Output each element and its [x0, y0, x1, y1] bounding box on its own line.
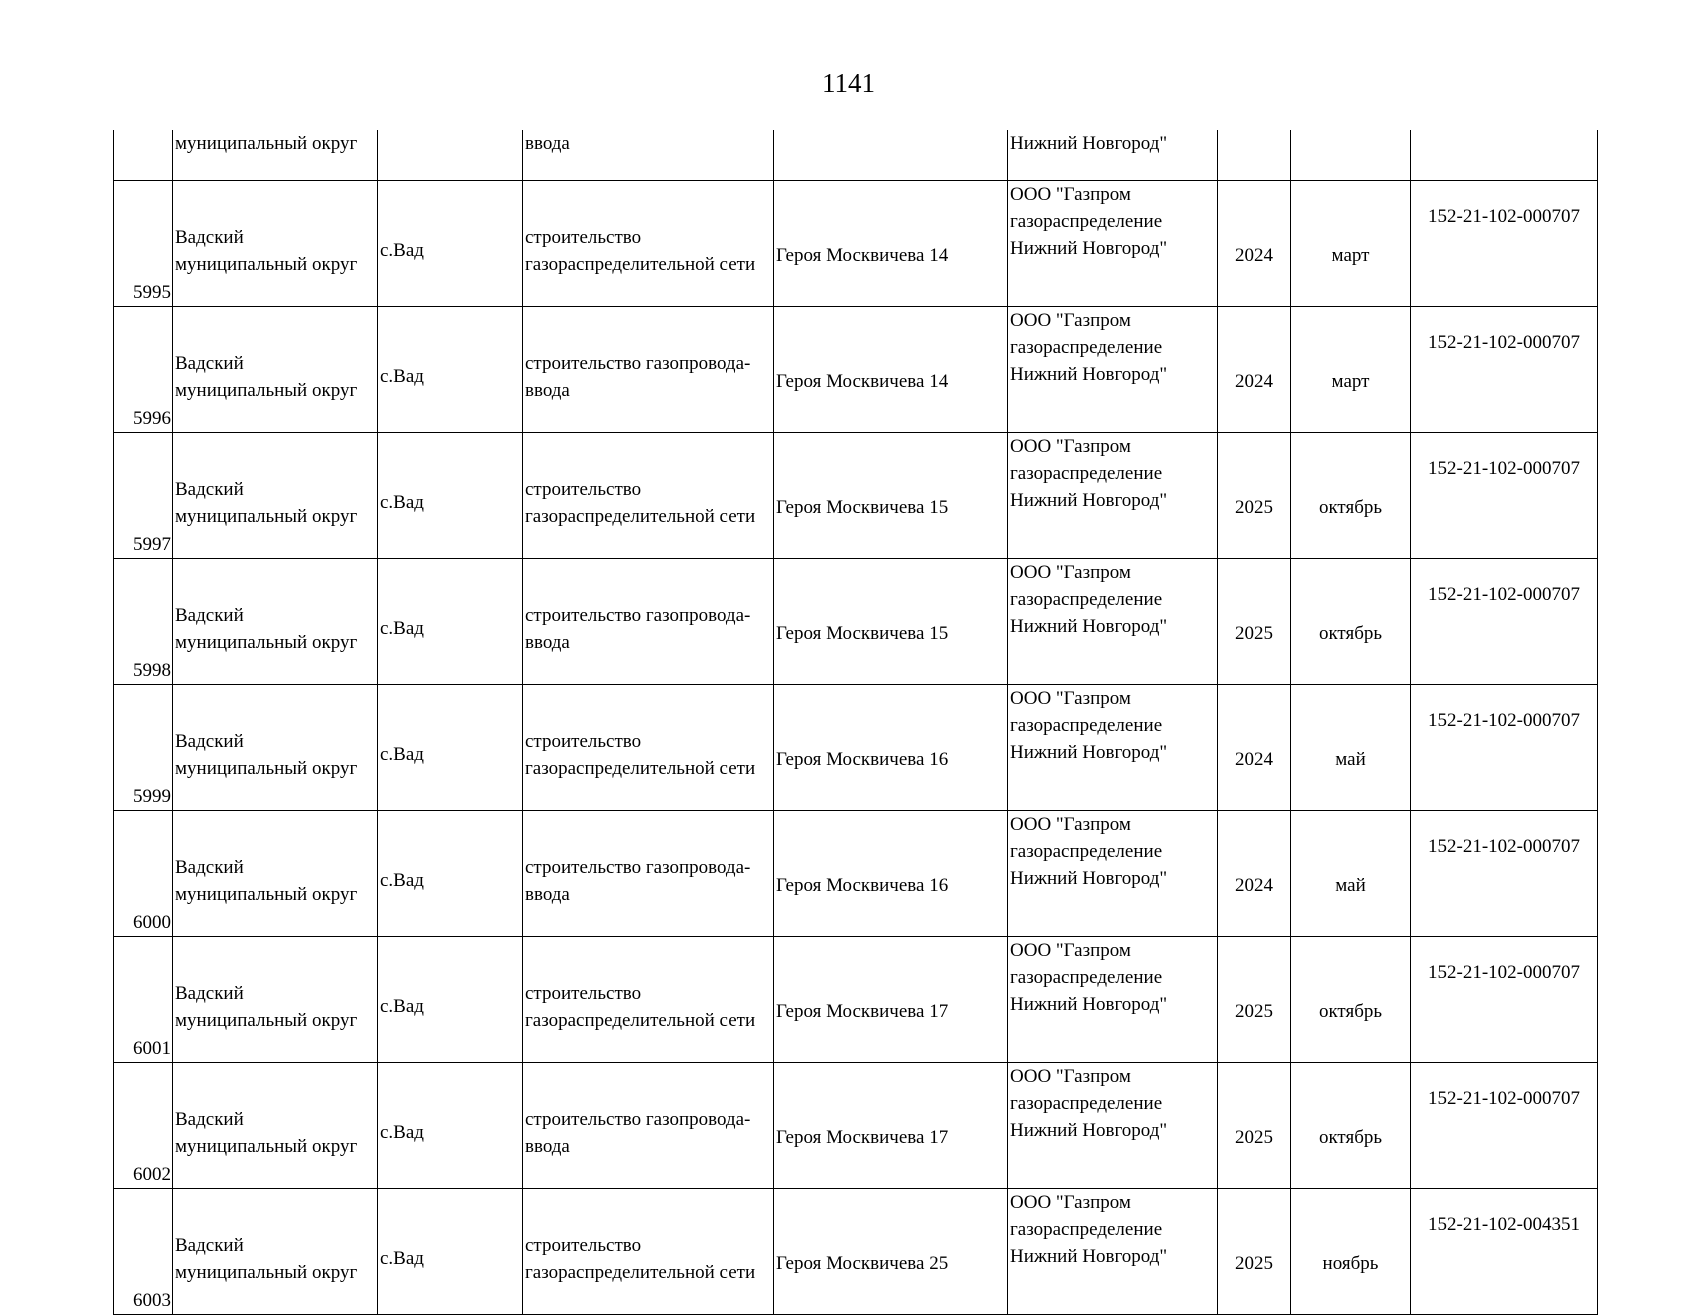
cell-organization: ООО "Газпром газораспределение Нижний Новгород": [1008, 1063, 1218, 1189]
cell-year: 2025: [1218, 559, 1291, 685]
cell-year: 2025: [1218, 433, 1291, 559]
cell-month: октябрь: [1291, 1063, 1411, 1189]
cell-locality: [378, 130, 523, 181]
cell-year: 2024: [1218, 307, 1291, 433]
cell-year: 2025: [1218, 937, 1291, 1063]
cell-num: 6000: [114, 811, 173, 937]
cell-year: [1218, 130, 1291, 181]
cell-address: Героя Москвичева 17: [774, 1063, 1008, 1189]
cell-code: 152-21-102-000707: [1411, 307, 1598, 433]
cell-address: Героя Москвичева 16: [774, 685, 1008, 811]
cell-year: 2024: [1218, 811, 1291, 937]
cell-month: октябрь: [1291, 937, 1411, 1063]
cell-code: 152-21-102-000707: [1411, 181, 1598, 307]
cell-address: Героя Москвичева 15: [774, 559, 1008, 685]
table-row: [114, 811, 1598, 937]
cell-locality: с.Вад: [378, 559, 523, 685]
cell-address: Героя Москвичева 14: [774, 307, 1008, 433]
table-row: [114, 1063, 1598, 1189]
cell-year: 2024: [1218, 181, 1291, 307]
cell-work: строительство газопровода- ввода: [523, 811, 774, 937]
table-row: [114, 937, 1598, 1063]
cell-month: март: [1291, 181, 1411, 307]
cell-month: март: [1291, 307, 1411, 433]
cell-locality: с.Вад: [378, 433, 523, 559]
table-row-continuation: [114, 130, 1598, 181]
cell-num: 5998: [114, 559, 173, 685]
cell-code: 152-21-102-000707: [1411, 685, 1598, 811]
cell-work: строительство газораспределительной сети: [523, 1189, 774, 1315]
cell-code: 152-21-102-000707: [1411, 433, 1598, 559]
cell-code: 152-21-102-000707: [1411, 937, 1598, 1063]
cell-district: Вадский муниципальный округ: [173, 433, 378, 559]
cell-year: 2024: [1218, 685, 1291, 811]
cell-district: Вадский муниципальный округ: [173, 937, 378, 1063]
cell-organization: ООО "Газпром газораспределение Нижний Новгород": [1008, 559, 1218, 685]
cell-address: Героя Москвичева 14: [774, 181, 1008, 307]
table-row: [114, 181, 1598, 307]
cell-district: Вадский муниципальный округ: [173, 1189, 378, 1315]
cell-code: 152-21-102-000707: [1411, 559, 1598, 685]
cell-locality: с.Вад: [378, 181, 523, 307]
cell-organization: ООО "Газпром газораспределение Нижний Новгород": [1008, 937, 1218, 1063]
cell-num: [114, 130, 173, 181]
cell-month: май: [1291, 685, 1411, 811]
table-row: [114, 685, 1598, 811]
table-body: [114, 130, 1598, 1315]
cell-num: 6002: [114, 1063, 173, 1189]
cell-locality: с.Вад: [378, 1063, 523, 1189]
cell-work: строительство газораспределительной сети: [523, 937, 774, 1063]
cell-district: муниципальный округ: [173, 130, 378, 181]
cell-address: Героя Москвичева 16: [774, 811, 1008, 937]
cell-num: 5999: [114, 685, 173, 811]
cell-work: строительство газораспределительной сети: [523, 181, 774, 307]
cell-code: 152-21-102-000707: [1411, 1063, 1598, 1189]
cell-year: 2025: [1218, 1189, 1291, 1315]
cell-district: Вадский муниципальный округ: [173, 811, 378, 937]
cell-organization: ООО "Газпром газораспределение Нижний Новгород": [1008, 181, 1218, 307]
table-row: [114, 559, 1598, 685]
cell-month: [1291, 130, 1411, 181]
cell-num: 5995: [114, 181, 173, 307]
cell-address: Героя Москвичева 17: [774, 937, 1008, 1063]
cell-address: Героя Москвичева 15: [774, 433, 1008, 559]
gasification-table: [113, 130, 1598, 1315]
cell-district: Вадский муниципальный округ: [173, 181, 378, 307]
cell-num: 6003: [114, 1189, 173, 1315]
table-row: [114, 307, 1598, 433]
cell-month: ноябрь: [1291, 1189, 1411, 1315]
cell-work: строительство газораспределительной сети: [523, 433, 774, 559]
cell-address: Героя Москвичева 25: [774, 1189, 1008, 1315]
cell-month: май: [1291, 811, 1411, 937]
cell-organization: Нижний Новгород": [1008, 130, 1218, 181]
table-row: [114, 1189, 1598, 1315]
cell-code: 152-21-102-000707: [1411, 811, 1598, 937]
cell-district: Вадский муниципальный округ: [173, 685, 378, 811]
cell-month: октябрь: [1291, 559, 1411, 685]
cell-locality: с.Вад: [378, 685, 523, 811]
cell-code: [1411, 130, 1598, 181]
page-number: 1141: [822, 68, 875, 98]
cell-work: ввода: [523, 130, 774, 181]
cell-organization: ООО "Газпром газораспределение Нижний Новгород": [1008, 685, 1218, 811]
cell-locality: с.Вад: [378, 811, 523, 937]
cell-locality: с.Вад: [378, 1189, 523, 1315]
cell-district: Вадский муниципальный округ: [173, 559, 378, 685]
cell-work: строительство газопровода- ввода: [523, 1063, 774, 1189]
cell-locality: с.Вад: [378, 937, 523, 1063]
table-row: [114, 433, 1598, 559]
cell-num: 5997: [114, 433, 173, 559]
cell-district: Вадский муниципальный округ: [173, 1063, 378, 1189]
cell-organization: ООО "Газпром газораспределение Нижний Новгород": [1008, 1189, 1218, 1315]
cell-work: строительство газопровода- ввода: [523, 559, 774, 685]
cell-locality: с.Вад: [378, 307, 523, 433]
cell-district: Вадский муниципальный округ: [173, 307, 378, 433]
cell-organization: ООО "Газпром газораспределение Нижний Новгород": [1008, 307, 1218, 433]
cell-organization: ООО "Газпром газораспределение Нижний Новгород": [1008, 811, 1218, 937]
cell-month: октябрь: [1291, 433, 1411, 559]
cell-address: [774, 130, 1008, 181]
cell-num: 5996: [114, 307, 173, 433]
cell-code: 152-21-102-004351: [1411, 1189, 1598, 1315]
cell-num: 6001: [114, 937, 173, 1063]
cell-work: строительство газораспределительной сети: [523, 685, 774, 811]
cell-organization: ООО "Газпром газораспределение Нижний Новгород": [1008, 433, 1218, 559]
cell-year: 2025: [1218, 1063, 1291, 1189]
cell-work: строительство газопровода- ввода: [523, 307, 774, 433]
